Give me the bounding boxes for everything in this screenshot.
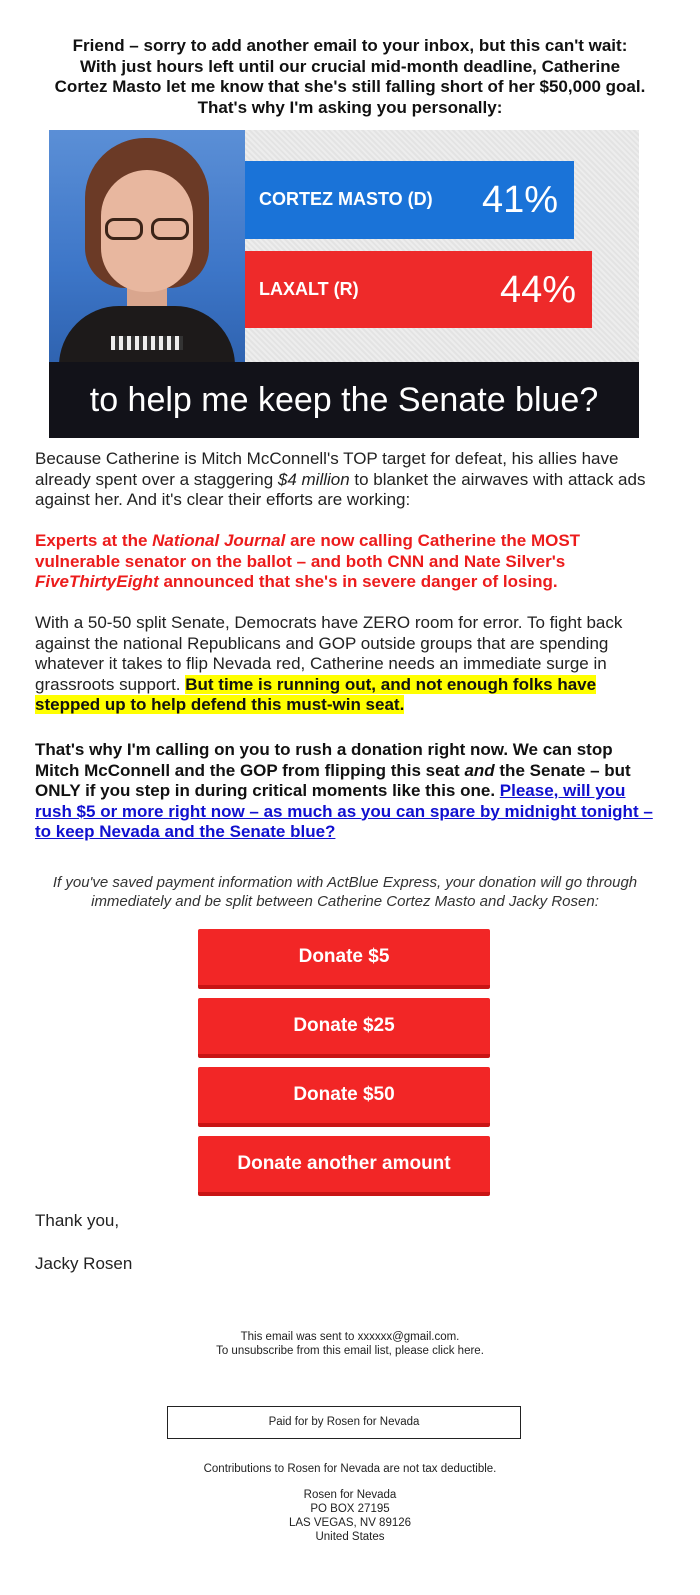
intro-line: With just hours left until our crucial mid-month deadline, Catherine <box>79 56 621 76</box>
donate-25-button[interactable]: Donate $25 <box>198 998 490 1058</box>
donate-50-button[interactable]: Donate $50 <box>198 1067 490 1127</box>
footer-notice: This email was sent to xxxxxx@gmail.com. To unsubscribe from this email list, please click here. <box>100 1330 600 1358</box>
recipient-email: xxxxxx@gmail.com. <box>357 1331 460 1343</box>
signoff-thanks: Thank you, <box>35 1211 120 1230</box>
intro-line: That's why I'm asking you personally: <box>197 97 503 117</box>
poll-bar-label: LAXALT (R) <box>259 279 359 299</box>
intro-line: Friend – sorry to add another email to your inbox, but this can't wait: <box>72 36 628 55</box>
poll-bar-laxalt <box>245 251 592 328</box>
body-paragraph-4: That's why I'm calling on you to rush a donation right now. We can stop Mitch McConnell and the GOP from flipping this seat and the Senate – but ONLY if you step in during critical moments like this one. Please, will you rush $5 or more right now – as much as you can spare by midnight tonight – to keep Nevada and the Senate blue? <box>35 740 653 841</box>
donate-link[interactable]: Please, will you rush $5 or more right now – as much as you can spare by midnight tonight – to keep Nevada and the Senate blue? <box>35 781 653 841</box>
body-paragraph-3: With a 50-50 split Senate, Democrats have ZERO room for error. To fight back against the national Republicans and GOP outside groups that are spending whatever it takes to flip Nevada red, Catherine needs an immediate surge in grassroots support. But time is running out, and not enough folks have stepped up to help defend this must-win seat. <box>35 613 623 714</box>
body-paragraph-2: Experts at the National Journal are now calling Catherine the MOST vulnerable senator on the ballot – and both CNN and Nate Silver's FiveThirtyEight announced that she's in severe danger of losing. <box>35 531 581 591</box>
paid-for-box: Paid for by Rosen for Nevada <box>167 1406 521 1439</box>
mailing-address: Rosen for Nevada PO BOX 27195 LAS VEGAS, NV 89126 United States <box>288 1489 412 1543</box>
poll-banner-image[interactable] <box>49 130 639 438</box>
poll-bar-percent: 41% <box>481 179 558 221</box>
unsubscribe-link[interactable]: To unsubscribe from this email list, please click here. <box>216 1345 484 1357</box>
donate-5-button[interactable]: Donate $5 <box>198 929 490 989</box>
site-name: FiveThirtyEight <box>35 572 159 591</box>
donate-other-amount-button[interactable]: Donate another amount <box>198 1136 490 1196</box>
poll-bar-percent: 44% <box>499 269 576 311</box>
tax-disclaimer: Contributions to Rosen for Nevada are not tax deductible. <box>203 1463 497 1475</box>
poll-bar-cortez-masto <box>245 161 574 239</box>
banner-caption: to help me keep the Senate blue? <box>49 362 639 438</box>
intro-line: Cortez Masto let me know that she's still falling short of her $50,000 goal. <box>54 77 646 96</box>
actblue-note: If you've saved payment information with ActBlue Express, your donation will go through immediately and be split between Catherine Cortez Masto and Jacky Rosen: <box>52 874 638 910</box>
amount-emphasis: $4 million <box>277 469 350 489</box>
candidate-photo <box>49 130 245 362</box>
signoff-name: Jacky Rosen <box>35 1254 133 1273</box>
publication-name: National Journal <box>152 531 286 550</box>
poll-bar-label: CORTEZ MASTO (D) <box>259 189 433 209</box>
highlighted-text: But time is running out, and not enough folks have stepped up to help defend this must-win seat. <box>35 674 597 714</box>
body-paragraph-1: Because Catherine is Mitch McConnell's TOP target for defeat, his allies have already spent over a staggering $4 million to blanket the airwaves with attack ads against her. And it's clear their efforts are working: <box>35 449 646 509</box>
intro-heading <box>30 36 670 118</box>
